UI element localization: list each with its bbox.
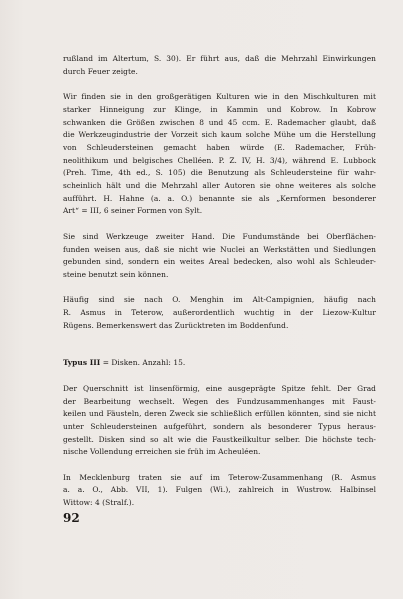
paragraph-gap: [63, 78, 376, 91]
paragraph-mecklenburg: [63, 472, 376, 510]
text-line: gebunden sind, sondern ein weites Areal bedecken, also wohl als Schleuder-: [63, 257, 376, 267]
paragraph-kulturen: [63, 91, 376, 218]
text-line: steine benutzt sein können.: [63, 269, 169, 279]
heading-detail: = Disken. Anzahl: 15.: [100, 358, 186, 368]
paragraph-gap: [63, 218, 376, 231]
text-line: Häufig sind sie nach O. Menghin im Alt-Campignien, häufig nach: [63, 295, 376, 305]
text-line: aufführt. H. Hahne (a. a. O.) benannte sie als „Kernformen besonderer: [63, 193, 376, 203]
paragraph-gap: [63, 370, 376, 383]
text-line: unter Schleudersteinen aufgeführt, sondern als besonderer Typus heraus-: [63, 421, 376, 431]
text-line: Rügens. Bemerkenswert das Zurücktreten im Boddenfund.: [63, 320, 289, 330]
text-line: Der Querschnitt ist linsenförmig, eine ausgeprägte Spitze fehlt. Der Grad: [63, 383, 376, 393]
text-line: nische Vollendung erreichen sie früh im Acheuléen.: [63, 447, 261, 457]
text-line: In Mecklenburg traten sie auf im Teterow-Zusammenhang (R. Asmus: [63, 472, 376, 482]
paragraph-gap: [63, 282, 376, 295]
paragraph-querschnitt: [63, 383, 376, 459]
text-line: Art“ = III, 6 seiner Formen von Sylt.: [63, 206, 203, 216]
paragraph-haeufig: [63, 294, 376, 332]
paragraph-altertum: [63, 53, 376, 78]
paragraph-werkzeuge: [63, 231, 376, 282]
text-line: der Bearbeitung wechselt. Wegen des Fundzusammenhanges mit Faust-: [63, 396, 376, 406]
text-line: die Werkzeugindustrie der Vorzeit sich kaum solche Mühe um die Herstellung: [63, 130, 376, 140]
text-line: rußland im Altertum, S. 30). Er führt aus, daß die Mehrzahl Einwirkungen: [63, 54, 376, 63]
text-line: a. a. O., Abb. VII, 1). Fulgen (Wi.), zahlreich in Wustrow. Halbinsel: [63, 485, 376, 495]
text-line: funden weisen aus, daß sie nicht wie Nuclei an Werkstätten und Siedlungen: [63, 244, 376, 254]
section-gap: [63, 332, 376, 357]
text-line: durch Feuer zeigte.: [63, 66, 138, 76]
text-line: neolithikum und belgisches Chelléen. P. Z. IV, H. 3/4), während E. Lubbock: [63, 155, 376, 165]
paragraph-gap: [63, 459, 376, 472]
text-line: R. Asmus in Teterow, außerordentlich wuchtig in der Liezow-Kultur: [63, 308, 376, 318]
section-heading-typus-iii: [63, 357, 376, 370]
text-line: von Schleudersteinen gemacht haben würde (E. Rademacher, Früh-: [63, 142, 376, 152]
text-line: keilen und Fäusteln, deren Zweck sie schließlich erfüllen könnten, sind sie nicht: [63, 409, 376, 419]
text-line: Wittow: 4 (Stralf.).: [63, 498, 135, 508]
text-line: Wir finden sie in den großgerätigen Kulturen wie in den Mischkulturen mit: [63, 92, 376, 102]
text-line: gestellt. Disken sind so alt wie die Faustkeilkultur selber. Die höchste tech-: [63, 434, 376, 444]
body-text: [63, 53, 376, 510]
heading-label: Typus III: [63, 358, 101, 368]
heading-line: [63, 357, 376, 370]
text-line: (Preh. Time, 4th ed., S. 105) die Benutzung als Schleudersteine für wahr-: [63, 168, 376, 178]
text-line: starker Hinneigung zur Klinge, in Kammin und Kobrow. In Kobrow: [63, 104, 376, 114]
text-line: Sie sind Werkzeuge zweiter Hand. Die Fundumstände bei Oberflächen-: [63, 231, 376, 241]
text-line: scheinlich hält und die Mehrzahl aller Autoren sie ohne weiteres als solche: [63, 181, 376, 191]
text-line: schwanken die Größen zwischen 8 und 45 ccm. E. Rademacher glaubt, daß: [63, 117, 376, 127]
page-number: 92: [63, 511, 80, 525]
